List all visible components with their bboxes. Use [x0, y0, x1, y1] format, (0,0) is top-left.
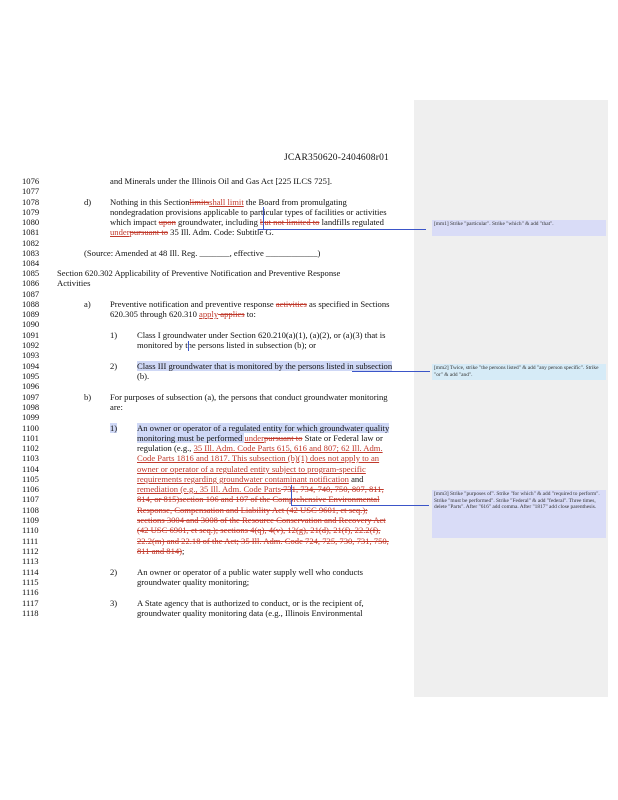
text-line — [137, 340, 316, 350]
text-span: Activities — [57, 278, 91, 288]
comment-text: Strike "purposes of". Strike "for which" & add "required to perform". Strike "must be performed". Strike "Federal" & add "federal". Three times, delete "Parts". After "616" add comma. After "1817" add close parenthesis. — [434, 491, 600, 511]
text-line — [137, 371, 149, 381]
comment-tag: [mm2] — [434, 365, 449, 371]
text-line — [110, 567, 117, 577]
text-span: An owner or operator of a public water supply well who conducts — [137, 567, 364, 577]
text-span: 1) — [110, 423, 118, 433]
change-bar — [263, 207, 264, 229]
text-span: regulation (e.g., — [137, 443, 194, 453]
comment-leader-line — [352, 371, 430, 372]
comment-balloon[interactable] — [432, 364, 606, 380]
line-number: 1086 — [22, 278, 40, 288]
text-span: Class I groundwater under Section 620.210(a)(1), (a)(2), or (a)(3) that is — [137, 330, 386, 340]
comment-text: Twice, strike "the persons listed" & add "any person specific". Strike "or" & add "and". — [434, 365, 599, 378]
text-span: b) — [84, 392, 92, 402]
inserted-text: remediation (e.g., 35 Ill. Adm. Code Parts — [137, 484, 281, 494]
text-span: 3) — [110, 598, 118, 608]
text-line — [137, 464, 366, 474]
text-span: groundwater, including — [175, 217, 261, 227]
inserted-text: shall limit — [209, 197, 244, 207]
text-span: landfills regulated — [319, 217, 384, 227]
document-header: JCAR350620-2404608r01 — [284, 153, 390, 163]
text-span: and — [348, 474, 364, 484]
line-number: 1095 — [22, 371, 40, 381]
line-number: 1085 — [22, 268, 40, 278]
text-line — [137, 443, 383, 453]
text-span: groundwater quality monitoring data (e.g., Illinois Environmental — [137, 608, 363, 618]
text-line — [110, 392, 388, 402]
line-number: 1104 — [22, 464, 39, 474]
line-number: 1091 — [22, 330, 40, 340]
line-number: 1094 — [22, 361, 40, 371]
text-line — [84, 197, 91, 207]
line-number: 1082 — [22, 238, 40, 248]
text-line — [110, 309, 256, 319]
inserted-text: 35 Ill. Adm. Code Parts 615, 616 and 807; 62 Ill. Adm. — [193, 443, 383, 453]
line-number: 1100 — [22, 423, 39, 433]
text-span: (Source: Amended at 48 Ill. Reg. _______, effective ____________) — [84, 248, 321, 258]
inserted-text: under — [110, 227, 130, 237]
text-line — [137, 474, 363, 484]
text-line — [137, 577, 249, 587]
text-line — [137, 505, 368, 515]
deleted-text: 811 and 814) — [137, 546, 183, 556]
text-span: ; — [182, 546, 185, 556]
text-span: groundwater quality monitoring; — [137, 577, 250, 587]
line-number: 1089 — [22, 309, 40, 319]
text-line — [110, 402, 123, 412]
text-line — [110, 299, 389, 309]
line-number: 1118 — [22, 608, 39, 618]
text-line — [137, 494, 380, 504]
line-number: 1084 — [22, 258, 40, 268]
deleted-text: Response, Compensation and Liability Act (42 USC 9601, et seq.); — [137, 505, 368, 515]
line-number: 1117 — [22, 598, 39, 608]
line-number: 1090 — [22, 319, 40, 329]
change-bar — [291, 485, 292, 505]
comment-balloon[interactable] — [432, 220, 606, 236]
deleted-text: pursuant to — [263, 433, 303, 443]
text-line — [110, 361, 117, 371]
deleted-text: limits — [189, 197, 210, 207]
line-number: 1116 — [22, 587, 39, 597]
text-line — [137, 536, 389, 546]
line-number: 1102 — [22, 443, 39, 453]
line-number: 1108 — [22, 505, 39, 515]
deleted-text: 22.2(m) and 22.18 of the Act; 35 Ill. Adm. Code 724, 725, 730, 731, 750, — [137, 536, 389, 546]
text-span: a) — [84, 299, 91, 309]
comment-leader-line — [258, 229, 426, 230]
text-line — [110, 330, 117, 340]
text-span: monitored by the persons listed in subsection (b); or — [137, 340, 317, 350]
change-bar — [188, 341, 189, 351]
text-line — [110, 598, 117, 608]
line-number: 1093 — [22, 350, 40, 360]
text-span: 35 Ill. Adm. Code: Subtitle G. — [168, 227, 274, 237]
text-line — [137, 433, 383, 443]
text-span: State or Federal law or — [302, 433, 383, 443]
line-number: 1077 — [22, 186, 40, 196]
comment-margin-pane — [414, 100, 608, 697]
text-span: 2) — [110, 567, 118, 577]
text-line — [110, 227, 274, 237]
text-line — [110, 423, 117, 433]
deleted-text: section 106 and 107 of the Comprehensive Environmental — [179, 494, 380, 504]
deleted-text: applies — [218, 309, 245, 319]
comment-balloon[interactable] — [432, 490, 606, 538]
text-line — [137, 515, 386, 525]
comment-tag: [mm3] — [434, 491, 449, 497]
text-line — [137, 567, 363, 577]
text-span: 1) — [110, 330, 118, 340]
line-number: 1096 — [22, 381, 40, 391]
text-span: and Minerals under the Illinois Oil and Gas Act [225 ILCS 725]. — [110, 176, 332, 186]
text-line — [137, 330, 385, 340]
deleted-text: activities — [275, 299, 307, 309]
text-span: nondegradation provisions applicable to particular types of facilities or activities — [110, 207, 387, 217]
line-number: 1081 — [22, 227, 40, 237]
line-number: 1079 — [22, 207, 40, 217]
line-number: 1076 — [22, 176, 40, 186]
text-line — [137, 525, 380, 535]
text-span: (b). — [137, 371, 150, 381]
text-line — [110, 176, 332, 186]
line-number: 1101 — [22, 433, 39, 443]
line-number: 1087 — [22, 289, 40, 299]
text-span: which impact — [110, 217, 159, 227]
text-span: An owner or operator of a regulated entity for which groundwater quality — [137, 423, 390, 433]
deleted-text: sections 3004 and 3008 of the Resource Conservation and Recovery Act — [137, 515, 386, 525]
text-line — [110, 217, 384, 227]
deleted-text: (42 USC 6901, et seq.); sections 4(q), 4(v), 12(g), 21(d), 21(f), 22.2(f), — [137, 525, 381, 535]
text-line — [137, 423, 389, 433]
text-line — [137, 361, 392, 371]
line-number: 1112 — [22, 546, 39, 556]
text-span: 2) — [110, 361, 118, 371]
line-number: 1103 — [22, 453, 39, 463]
line-number: 1115 — [22, 577, 39, 587]
line-number: 1080 — [22, 217, 40, 227]
text-line — [137, 484, 384, 494]
text-span: Class III groundwater that is monitored by the persons listed in subsection — [137, 361, 393, 371]
text-span: Nothing in this Section — [110, 197, 190, 207]
line-number: 1107 — [22, 494, 39, 504]
deleted-text: pursuant to — [129, 227, 169, 237]
line-number: 1106 — [22, 484, 39, 494]
inserted-text: owner or operator of a regulated entity subject to program-specific — [137, 464, 366, 474]
line-number: 1078 — [22, 197, 40, 207]
line-number: 1105 — [22, 474, 39, 484]
deleted-text: 814, or 815) — [137, 494, 180, 504]
inserted-text: requirements regarding groundwater contaminant notification — [137, 474, 349, 484]
comment-tag: [mm1] — [434, 221, 449, 227]
text-span: 620.305 through 620.310 — [110, 309, 200, 319]
text-line — [137, 453, 379, 463]
comment-text: Strike "particular". Strike "which" & add "that". — [448, 221, 554, 227]
deleted-text: upon — [158, 217, 176, 227]
text-span: Section 620.302 Applicability of Preventive Notification and Preventive Response — [57, 268, 341, 278]
line-number: 1099 — [22, 412, 40, 422]
text-span: Preventive notification and preventive response — [110, 299, 276, 309]
text-span: the Board from promulgating — [243, 197, 347, 207]
text-line — [110, 207, 387, 217]
text-line — [84, 299, 91, 309]
line-number: 1098 — [22, 402, 40, 412]
line-number: 1114 — [22, 567, 39, 577]
inserted-text: apply — [199, 309, 219, 319]
inserted-text: under — [244, 433, 264, 443]
line-number: 1109 — [22, 515, 39, 525]
text-line — [57, 278, 90, 288]
text-line — [137, 598, 364, 608]
deleted-text: 731, 734, 740, 750, 807, 811, — [280, 484, 384, 494]
text-span: to: — [244, 309, 256, 319]
text-line — [137, 608, 363, 618]
text-line — [57, 268, 340, 278]
text-span: d) — [84, 197, 92, 207]
line-number: 1110 — [22, 525, 39, 535]
text-span: are: — [110, 402, 123, 412]
line-number: 1113 — [22, 556, 39, 566]
line-number: 1092 — [22, 340, 40, 350]
text-span: as specified in Sections — [306, 299, 390, 309]
line-number: 1111 — [22, 536, 39, 546]
text-line — [110, 197, 347, 207]
line-number: 1088 — [22, 299, 40, 309]
comment-leader-line — [291, 505, 429, 506]
text-line — [84, 248, 320, 258]
inserted-text: Code Parts 1816 and 1817. This subsection (b)(1) does not apply to an — [137, 453, 380, 463]
deleted-text: but not limited to — [260, 217, 320, 227]
text-span: monitoring must be performed — [137, 433, 245, 443]
line-number: 1097 — [22, 392, 40, 402]
text-span: A State agency that is authorized to conduct, or is the recipient of, — [137, 598, 364, 608]
text-line — [84, 392, 91, 402]
line-number: 1083 — [22, 248, 40, 258]
text-span: For purposes of subsection (a), the persons that conduct groundwater monitoring — [110, 392, 388, 402]
text-line — [137, 546, 184, 556]
